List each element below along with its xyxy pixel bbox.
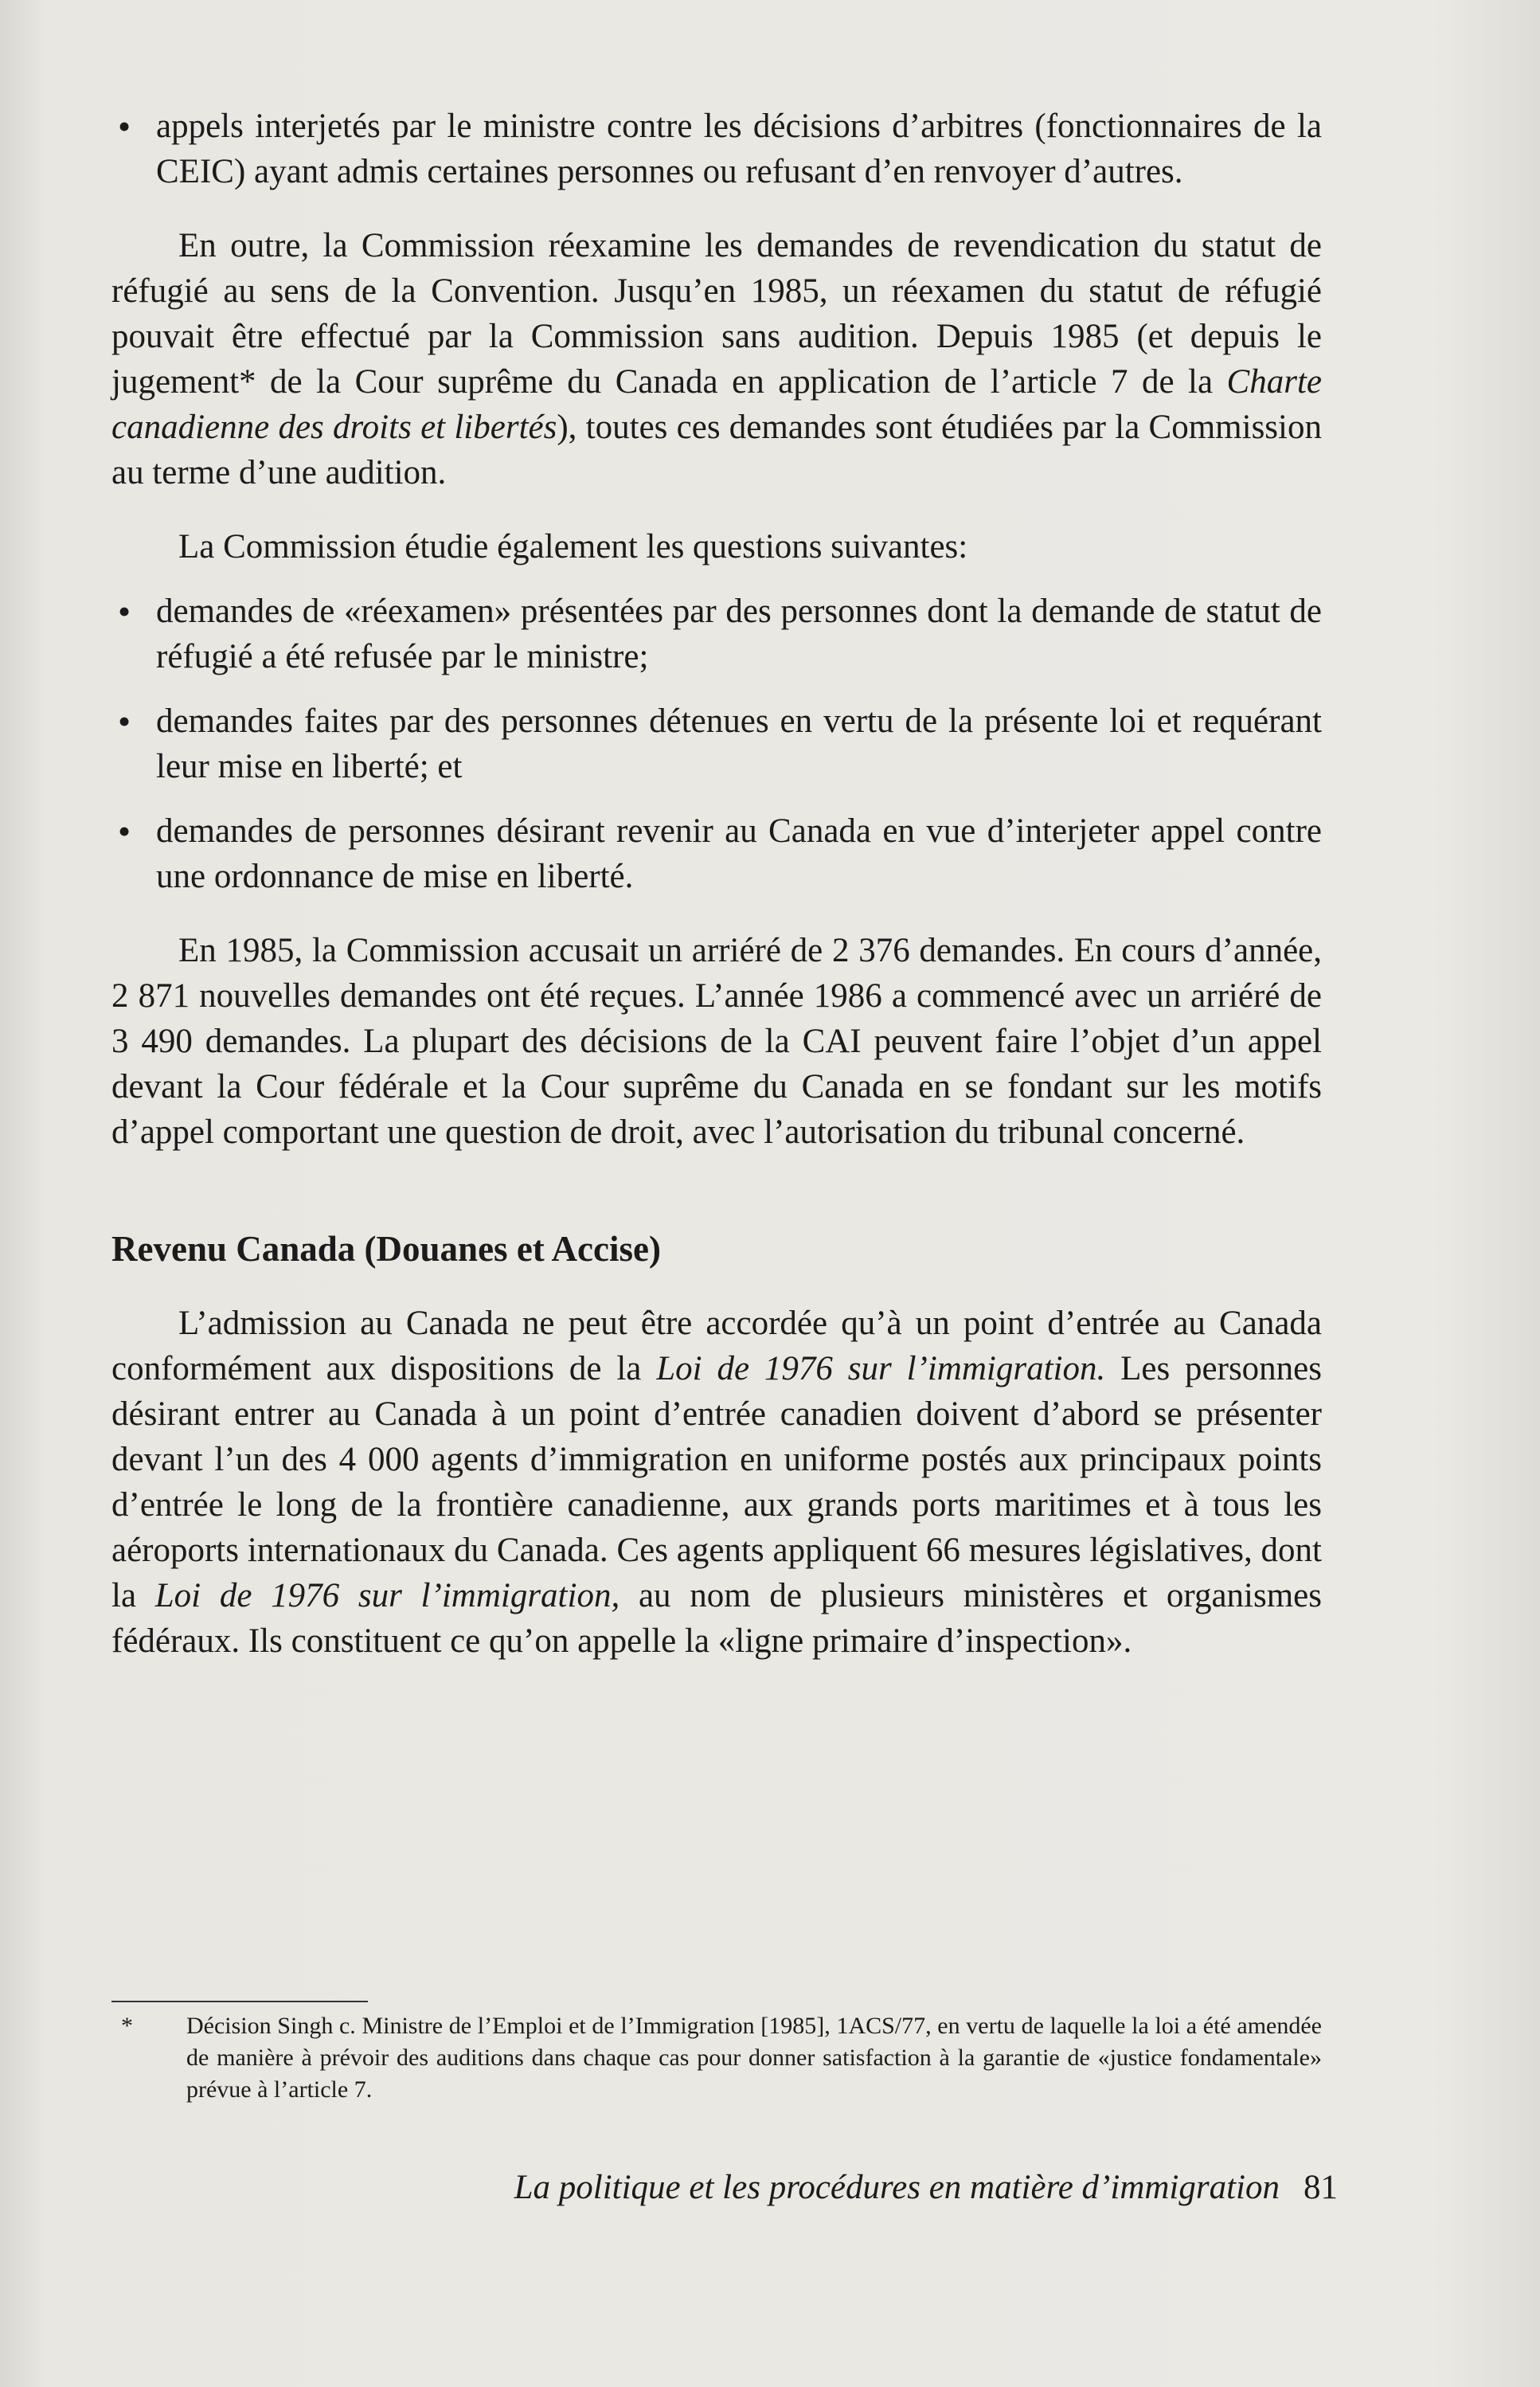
footnote-text: Décision Singh c. Ministre de l’Emploi et de l’Immigration [1985], 1ACS/77, en vertu de laquelle la loi a été amendée de manière à prévoir des auditions dans chaque cas pour donner satisfaction à la garantie de «justice fondamentale» prévue à l’article 7. (186, 2013, 1322, 2103)
paragraph-admission: L’admission au Canada ne peut être accordée qu’à un point d’entrée au Canada conformément aux dispositions de la Loi de 1976 sur l’immigration. Les personnes désirant entrer au Canada à un point d’entrée canadien doivent d’abord se présenter devant l’un des 4 000 agents d’immigration en uniforme postés aux principaux points d’entrée le long de la frontière canadienne, aux grands ports maritimes et à tous les aéroports internationaux du Canada. Ces agents appliquent 66 mesures législatives, dont la Loi de 1976 sur l’immigration, au nom de plusieurs ministères et organismes fédéraux. Ils constituent ce qu’on appelle la «ligne primaire d’inspection». (111, 1305, 1322, 1660)
law-title-2: Loi de 1976 sur l’immigration, (154, 1577, 620, 1614)
charter-title: Charte canadienne des droits et libertés (111, 363, 1322, 446)
bullet-item-detention: • demandes faites par des personnes détenues en vertu de la présente loi et requérant leur mise en liberté; et (111, 698, 1322, 789)
page-number: 81 (1304, 2169, 1338, 2206)
footnote-mark: * (121, 2013, 133, 2039)
bullet-item-appeals: • appels interjetés par le ministre contre les décisions d’arbitres (fonctionnaires de la CEIC) ayant admis certaines personnes ou refusant d’en renvoyer d’autres. (111, 104, 1322, 194)
law-title-1: Loi de 1976 sur l’immigration. (656, 1350, 1106, 1387)
running-footer-title: La politique et les procédures en matière d’immigration (514, 2169, 1280, 2206)
bullet-item-return: • demandes de personnes désirant revenir au Canada en vue d’interjeter appel contre une ordonnance de mise en liberté. (111, 808, 1322, 899)
paragraph-backlog: En 1985, la Commission accusait un arriéré de 2 376 demandes. En cours d’année, 2 871 nouvelles demandes ont été reçues. L’année 1986 a commencé avec un arriéré de 3 490 demandes. La plupart des décisions de la CAI peuvent faire l’objet d’un appel devant la Cour fédérale et la Cour suprême du Canada en se fondant sur les motifs d’appel comportant une question de droit, avec l’autorisation du tribunal concerné. (111, 932, 1322, 1151)
paragraph-commission: En outre, la Commission réexamine les demandes de revendication du statut de réfugié au sens de la Convention. Jusqu’en 1985, un réexamen du statut de réfugié pouvait être effectué par la Commission sans audition. Depuis 1985 (et depuis le jugement* de la Cour suprême du Canada en application de l’article 7 de la Charte canadienne des droits et libertés), toutes ces demandes sont étudiées par la Commission au terme d’une audition. (111, 227, 1322, 491)
footnote (111, 2010, 1322, 2106)
bullet-item-reexamen: • demandes de «réexamen» présentées par des personnes dont la demande de statut de réfugié a été refusée par le ministre; (111, 589, 1322, 679)
paragraph-questions-intro: La Commission étudie également les questions suivantes: (178, 528, 968, 565)
footnote-divider (111, 2001, 368, 2002)
main-text (111, 104, 1322, 1664)
running-footer (514, 2168, 1338, 2207)
section-heading-revenu: Revenu Canada (Douanes et Accise) (111, 1229, 661, 1269)
